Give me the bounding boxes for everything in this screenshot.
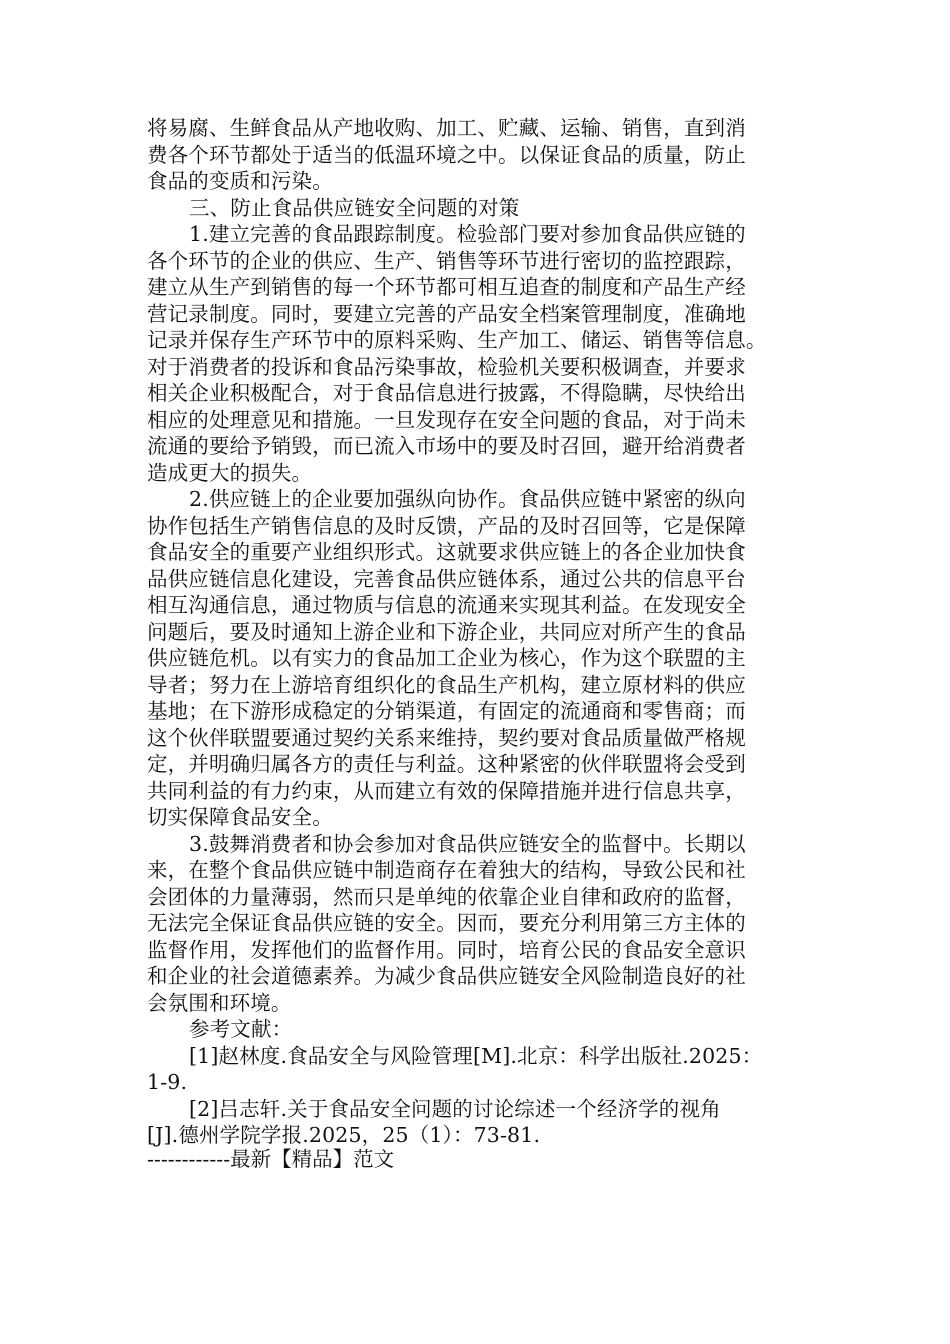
text-line: 2.供应链上的企业要加强纵向协作。食品供应链中紧密的纵向 [189, 487, 746, 511]
text-line: 导者；努力在上游培育组织化的食品生产机构，建立原材料的供应 [147, 672, 746, 697]
text-line: 各个环节的企业的供应、生产、销售等环节进行密切的监控跟踪， [147, 248, 746, 273]
text-line: 相应的处理意见和措施。一旦发现存在安全问题的食品，对于尚未 [147, 407, 746, 432]
text-line: 造成更大的损失。 [147, 460, 313, 485]
text-line: [J].德州学院学报.2025，25（1）：73-81. [147, 1123, 541, 1147]
document-body [147, 115, 807, 1149]
text-line: 营记录制度。同时，要建立完善的产品安全档案管理制度，准确地 [147, 301, 746, 326]
text-line: 对于消费者的投诉和食品污染事故，检验机关要积极调查，并要求 [147, 354, 746, 379]
text-line: 记录并保存生产环节中的原料采购、生产加工、储运、销售等信息。 [147, 328, 767, 352]
text-line: [2]吕志轩.关于食品安全问题的讨论综述一个经济学的视角 [189, 1096, 721, 1121]
text-line: 会氛围和环境。 [147, 990, 292, 1015]
text-line: 和企业的社会道德素养。为减少食品供应链安全风险制造良好的社 [147, 964, 746, 988]
text-line: 这个伙伴联盟要通过契约关系来维持，契约要对食品质量做严格规 [147, 725, 746, 750]
text-line: 相互沟通信息，通过物质与信息的流通来实现其利益。在发现安全 [147, 593, 746, 617]
text-line: 相关企业积极配合，对于食品信息进行披露，不得隐瞒，尽快给出 [147, 381, 746, 405]
text-line: 共同利益的有力约束，从而建立有效的保障措施并进行信息共享， [147, 778, 746, 803]
text-line: [1]赵林度.食品安全与风险管理[M].北京：科学出版社.2025： [189, 1043, 763, 1068]
text-line: 切实保障食品安全。 [147, 805, 333, 829]
text-line: 协作包括生产销售信息的及时反馈，产品的及时召回等，它是保障 [147, 513, 746, 538]
text-line: 流通的要给予销毁，而已流入市场中的要及时召回，避开给消费者 [147, 434, 746, 458]
text-line: 定，并明确归属各方的责任与利益。这种紧密的伙伴联盟将会受到 [147, 752, 746, 776]
text-line: 1.建立完善的食品跟踪制度。检验部门要对参加食品供应链的 [189, 222, 746, 246]
text-line: 食品的变质和污染。 [147, 169, 333, 193]
text-line: 建立从生产到销售的每一个环节都可相互追查的制度和产品生产经 [147, 275, 746, 299]
text-line: 品供应链信息化建设，完善食品供应链体系，通过公共的信息平台 [147, 566, 746, 591]
text-line: 参考文献： [189, 1017, 293, 1041]
text-line: 将易腐、生鲜食品从产地收购、加工、贮藏、运输、销售，直到消 [147, 116, 746, 140]
text-line: 费各个环节都处于适当的低温环境之中。以保证食品的质量，防止 [147, 142, 746, 167]
text-line: 3.鼓舞消费者和协会参加对食品供应链安全的监督中。长期以 [189, 831, 746, 856]
text-line: 供应链危机。以有实力的食品加工企业为核心，作为这个联盟的主 [147, 646, 746, 670]
text-line: 基地；在下游形成稳定的分销渠道，有固定的流通商和零售商；而 [147, 699, 746, 723]
text-line: 来，在整个食品供应链中制造商存在着独大的结构，导致公民和社 [147, 858, 746, 882]
text-line: 食品安全的重要产业组织形式。这就要求供应链上的各企业加快食 [147, 540, 746, 564]
text-line: 三、防止食品供应链安全问题的对策 [189, 195, 520, 220]
text-line: 1-9. [147, 1070, 188, 1094]
footer-text: ------------最新【精品】范文 [147, 1147, 395, 1171]
text-line: 会团体的力量薄弱，然而只是单纯的依靠企业自律和政府的监督， [147, 884, 746, 909]
text-line: 监督作用，发挥他们的监督作用。同时，培育公民的食品安全意识 [147, 937, 746, 962]
text-line: 无法完全保证食品供应链的安全。因而，要充分利用第三方主体的 [147, 911, 746, 935]
text-line: 问题后，要及时通知上游企业和下游企业，共同应对所产生的食品 [147, 619, 746, 644]
